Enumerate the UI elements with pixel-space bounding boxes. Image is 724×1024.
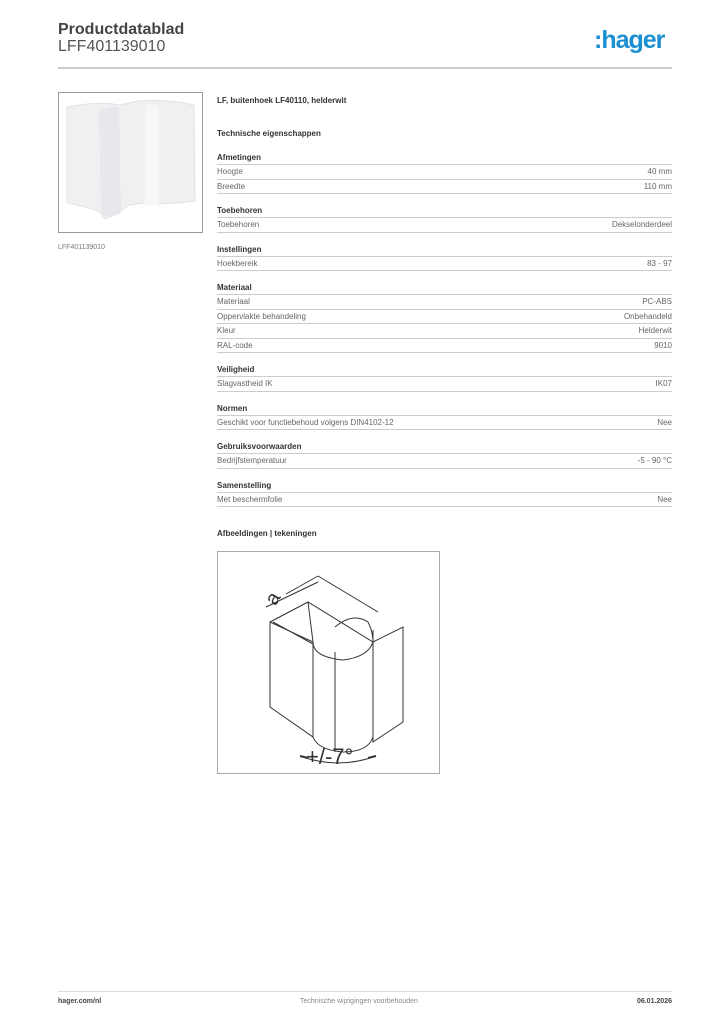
header-divider	[58, 67, 672, 69]
spec-group	[217, 441, 672, 469]
section-heading: Technische eigenschappen	[217, 129, 321, 138]
spec-group-title: Instellingen	[217, 244, 672, 257]
technical-drawing	[217, 551, 440, 774]
spec-group-title: Toebehoren	[217, 205, 672, 218]
spec-label: Hoogte	[217, 167, 243, 176]
spec-value: 110 mm	[643, 181, 672, 191]
spec-group	[217, 403, 672, 431]
spec-label: Breedte	[217, 181, 246, 191]
spec-label: RAL-code	[217, 340, 253, 350]
spec-group-title: Afmetingen	[217, 152, 672, 165]
spec-row	[217, 310, 672, 325]
spec-value: -5 - 90 °C	[637, 456, 672, 465]
spec-group	[217, 364, 672, 392]
hager-logo: :hager	[594, 26, 665, 54]
spec-group	[217, 205, 672, 233]
spec-label: Slagvastheid IK	[217, 379, 273, 388]
spec-group	[217, 480, 672, 508]
footer-date: 06.01.2026	[636, 998, 672, 1005]
drawings-heading: Afbeeldingen | tekeningen	[217, 529, 317, 538]
spec-label: Hoekbereik	[217, 258, 258, 268]
spec-group-title: Veiligheid	[217, 364, 672, 377]
spec-row	[217, 377, 672, 392]
spec-row	[217, 218, 672, 233]
spec-label: Geschikt voor functiebehoud volgens DIN4102-12	[217, 417, 394, 427]
spec-row	[217, 257, 672, 272]
spec-row	[217, 454, 672, 469]
spec-row	[217, 493, 672, 508]
spec-group-title: Gebruiksvoorwaarden	[217, 441, 672, 454]
angle-label: +/-7°	[306, 744, 354, 769]
spec-section	[217, 96, 672, 538]
spec-value: Nee	[657, 494, 672, 504]
spec-row	[217, 339, 672, 354]
spec-group-title: Samenstelling	[217, 480, 672, 493]
spec-value: Dekselonderdeel	[611, 220, 672, 229]
footer-site-link[interactable]: hager.com/nl	[58, 998, 102, 1005]
spec-row	[217, 165, 672, 180]
product-photo	[58, 92, 203, 233]
footer-notice: Technische wijzigingen voorbehouden	[300, 998, 418, 1005]
spec-label: Met beschermfolie	[217, 494, 283, 504]
spec-value: Onbehandeld	[623, 311, 672, 321]
spec-group-title: Normen	[217, 403, 672, 416]
spec-row	[217, 295, 672, 310]
spec-value: Nee	[657, 417, 672, 427]
spec-label: Materiaal	[217, 297, 250, 306]
spec-group	[217, 152, 672, 194]
spec-value: PC-ABS	[642, 297, 672, 306]
photo-caption: LFF401139010	[58, 244, 105, 251]
spec-row	[217, 324, 672, 339]
spec-value: 40 mm	[647, 167, 672, 176]
page-title: Productdatablad	[58, 21, 185, 38]
footer-divider	[58, 991, 672, 992]
spec-label: Kleur	[217, 326, 236, 335]
spec-group-title: Materiaal	[217, 282, 672, 295]
spec-row	[217, 416, 672, 431]
spec-value: 9010	[654, 340, 672, 350]
article-number: LFF401139010	[58, 38, 166, 55]
product-name: LF, buitenhoek LF40110, helderwit	[217, 96, 347, 105]
spec-label: Bedrijfstemperatuur	[217, 456, 287, 465]
spec-label: Toebehoren	[217, 220, 260, 229]
spec-label: Oppervlakte behandeling	[217, 311, 306, 321]
spec-group	[217, 282, 672, 353]
spec-value: 83 - 97	[647, 258, 672, 268]
dimension-label-a: a	[260, 588, 286, 610]
spec-row	[217, 180, 672, 195]
spec-value: Helderwit	[638, 326, 672, 335]
spec-group	[217, 244, 672, 272]
spec-value: IK07	[655, 379, 672, 388]
